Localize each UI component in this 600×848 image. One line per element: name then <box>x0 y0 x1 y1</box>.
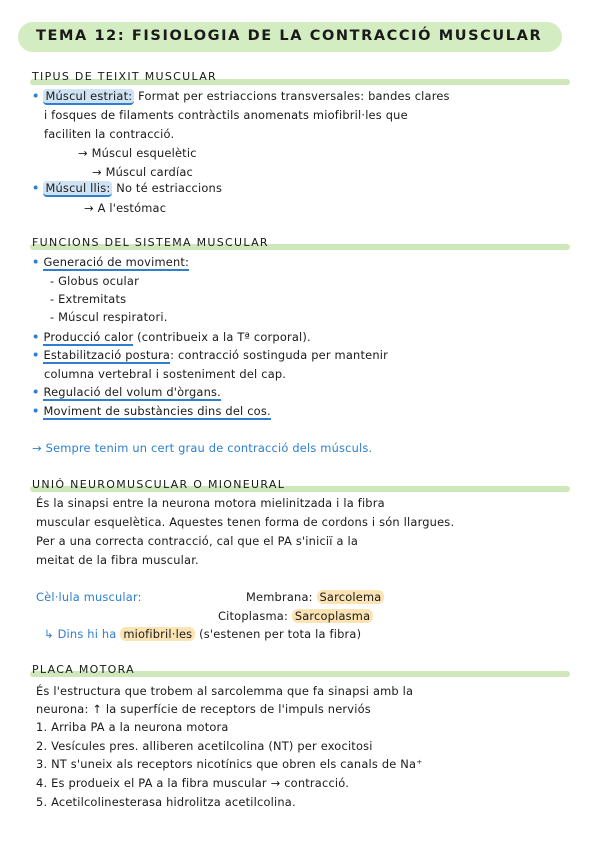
sub-item: - Extremitats <box>50 292 127 306</box>
text-line: muscular esquelètica. Aquestes tenen forma de cordons i són llargues. <box>36 515 455 529</box>
term-generacio: Generació de moviment: <box>43 255 190 269</box>
list-item: 1. Arriba PA a la neurona motora <box>36 720 229 734</box>
text-line: i fosques de filaments contràctils anomenats miofibril·les que <box>44 108 408 122</box>
citoplasma-label: Citoplasma: <box>218 609 288 623</box>
text-line: Per a una correcta contracció, cal que el PA s'iniciï a la <box>36 534 359 548</box>
text: : contracció sostinguda per mantenir <box>170 348 388 362</box>
text-line: És la sinapsi entre la neurona motora mielinitzada i la fibra <box>36 496 385 510</box>
bullet-dot: • <box>32 385 40 399</box>
bullet-dot: • <box>32 255 40 269</box>
sub-item: - Globus ocular <box>50 274 139 288</box>
text: Format per estriaccions transversales: bandes clares <box>134 89 450 103</box>
text: (contribueix a la Tª corporal). <box>133 330 311 344</box>
membrana-row <box>246 590 384 605</box>
section-heading-tipus: TIPUS DE TEIXIT MUSCULAR <box>32 70 217 83</box>
dins-suffix: (s'estenen per tota la fibra) <box>195 627 362 641</box>
section-heading-placa: PLACA MOTORA <box>32 663 135 676</box>
dins-prefix: ↳ Dins hi ha <box>44 627 121 641</box>
sub-item: → A l'estómac <box>84 201 167 215</box>
term-muscul-estriat: Múscul estriat: <box>45 89 133 103</box>
sub-item: - Múscul respiratori. <box>50 310 168 324</box>
bullet-produccio <box>32 330 311 345</box>
bullet-dot: • <box>32 181 40 195</box>
bullet-dot: • <box>32 330 40 344</box>
text-line: neurona: ↑ la superfície de receptors de l'impuls nerviós <box>36 702 371 716</box>
membrana-label: Membrana: <box>246 590 313 604</box>
bullet-generacio <box>32 255 189 270</box>
term-muscul-llis: Múscul llis: <box>45 181 111 195</box>
sarcolema-term: Sarcolema <box>317 590 385 604</box>
term-regulacio: Regulació del volum d'òrgans. <box>43 385 221 399</box>
dins-row <box>44 627 361 642</box>
sub-item: → Múscul esquelètic <box>78 146 197 160</box>
text-line: És l'estructura que trobem al sarcolemma que fa sinapsi amb la <box>36 684 414 698</box>
list-item: 4. Es produeix el PA a la fibra muscular → contracció. <box>36 776 350 790</box>
bullet-muscul-estriat <box>32 89 450 104</box>
list-item: 5. Acetilcolinesterasa hidrolitza acetilcolina. <box>36 795 296 809</box>
bullet-dot: • <box>32 89 40 103</box>
sub-item: → Múscul cardíac <box>92 165 193 179</box>
miofibrilles-term: miofibril·les <box>120 627 195 641</box>
text-line: columna vertebral i sosteniment del cap. <box>44 367 287 381</box>
note-contraccio: → Sempre tenim un cert grau de contracció dels músculs. <box>32 441 373 455</box>
sarcoplasma-term: Sarcoplasma <box>292 609 373 623</box>
term-moviment: Moviment de substàncies dins del cos. <box>43 404 271 418</box>
term-estabilitzacio: Estabilització postura <box>43 348 171 362</box>
list-item: 3. NT s'uneix als receptors nicotínics que obren els canals de Na⁺ <box>36 757 423 771</box>
text-line: faciliten la contracció. <box>44 127 175 141</box>
section-heading-funcions: FUNCIONS DEL SISTEMA MUSCULAR <box>32 236 269 249</box>
bullet-estabilitzacio <box>32 348 388 363</box>
bullet-regulacio <box>32 385 221 400</box>
cell-label: Cèl·lula muscular: <box>36 590 142 604</box>
text-line: meitat de la fibra muscular. <box>36 553 199 567</box>
bullet-dot: • <box>32 404 40 418</box>
list-item: 2. Vesícules pres. alliberen acetilcolina (NT) per exocitosi <box>36 739 373 753</box>
section-heading-unio: UNIÓ NEUROMUSCULAR O MIONEURAL <box>32 478 286 491</box>
bullet-dot: • <box>32 348 40 362</box>
citoplasma-row <box>218 609 373 624</box>
text: No té estriaccions <box>112 181 223 195</box>
page-title: TEMA 12: FISIOLOGIA DE LA CONTRACCIÓ MUSCULAR <box>36 28 543 44</box>
bullet-moviment <box>32 404 271 419</box>
term-produccio: Producció calor <box>43 330 134 344</box>
bullet-muscul-llis <box>32 181 222 196</box>
